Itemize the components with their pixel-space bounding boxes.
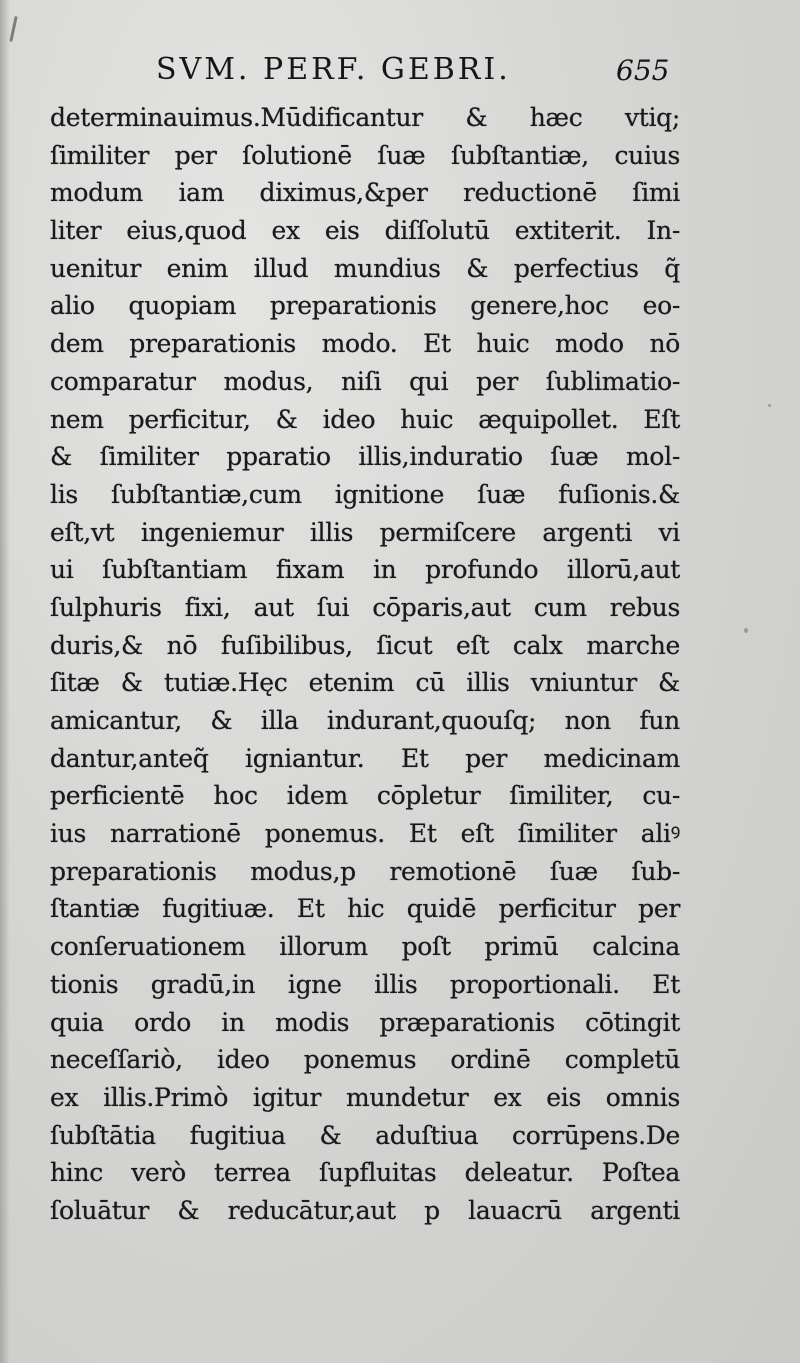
text-line: perficientē hoc idem cōpletur ſimiliter, cu-	[50, 781, 680, 811]
running-title: SVM. PERF. GEBRI.	[156, 52, 511, 87]
paper-speck	[744, 628, 748, 633]
text-line: duris,& nō fuſibilibus, ſicut eſt calx marche	[50, 630, 680, 660]
text-line: eſt,vt ingeniemur illis permiſcere argenti vi	[50, 517, 680, 547]
text-line: lis ſubſtantiæ,cum ignitione ſuæ fuſionis.&	[50, 479, 680, 509]
text-line: ſimiliter per ſolutionē ſuæ ſubſtantiæ, cuius	[50, 140, 680, 170]
text-line: ſubſtātia fugitiua & aduſtiua corrūpens.De	[50, 1120, 680, 1150]
running-head	[156, 52, 676, 96]
text-line: liter eius,quod ex eis diſſolutū extiterit. In-	[50, 216, 680, 246]
page-number: 655	[616, 54, 670, 87]
text-line: nem perficitur, & ideo huic æquipollet. Eſt	[50, 404, 680, 434]
text-line: amicantur, & illa indurant,quouſq; non fun	[50, 706, 680, 735]
margin-mark	[9, 16, 17, 42]
paper-speck	[768, 404, 771, 407]
text-line: ius narrationē ponemus. Et eſt ſimiliter aliꝰ	[50, 819, 680, 849]
text-line: conſeruationem illorum poſt primū calcina	[50, 932, 680, 962]
text-line: preparationis modus,p remotionē ſuæ ſub-	[50, 856, 680, 886]
text-line: hinc verò terrea ſupfluitas deleatur. Poſtea	[50, 1158, 680, 1188]
text-line: ſitæ & tutiæ.Hęc etenim cū illis vniuntur &	[50, 668, 680, 698]
text-line: alio quopiam preparationis genere,hoc eo-	[50, 291, 680, 321]
text-line: ſulphuris fixi, aut ſui cōparis,aut cum rebus	[50, 592, 680, 622]
text-line: dantur,anteq̃ igniantur. Et per medicinam	[50, 743, 680, 773]
text-line: modum iam diximus,&per reductionē ſimi	[50, 178, 680, 208]
text-line: comparatur modus, niſi qui per ſublimatio-	[50, 366, 680, 396]
text-line: & ſimiliter pparatio illis,induratio ſuæ mol-	[50, 442, 680, 472]
text-line: determinauimus.Mūdificantur & hæc vtiq;	[50, 103, 680, 132]
text-line: quia ordo in modis præparationis cōtingit	[50, 1007, 680, 1037]
text-line: tionis gradū,in igne illis proportionali. Et	[50, 969, 680, 999]
text-line: ex illis.Primò igitur mundetur ex eis omnis	[50, 1082, 680, 1112]
text-line: ſtantiæ fugitiuæ. Et hic quidē perficitur per	[50, 894, 680, 924]
text-line: neceſſariò, ideo ponemus ordinē completū	[50, 1045, 680, 1075]
page-edge-shadow	[0, 0, 10, 1363]
text-line: uenitur enim illud mundius & perfectius q̃	[50, 253, 680, 283]
text-line: dem preparationis modo. Et huic modo nō	[50, 329, 680, 359]
text-line: ui ſubſtantiam fixam in profundo illorū,aut	[50, 555, 680, 585]
text-line: ſoluātur & reducātur,aut p lauacrū argenti	[50, 1195, 680, 1225]
body-text	[50, 99, 680, 1230]
